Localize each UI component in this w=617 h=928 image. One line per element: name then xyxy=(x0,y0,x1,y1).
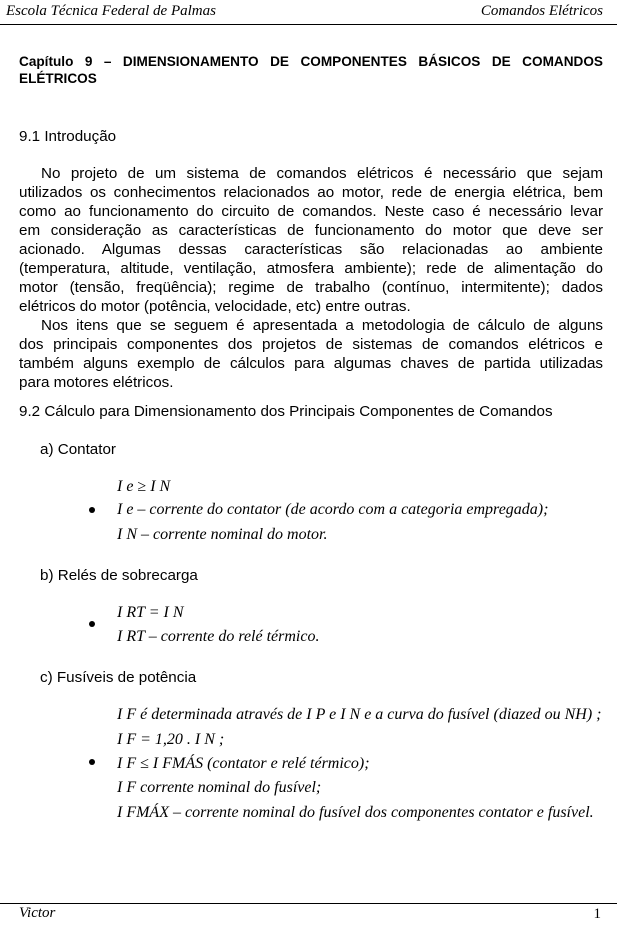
formula-fusivel-4: I F corrente nominal do fusível; xyxy=(117,779,322,796)
page-number: 1 xyxy=(593,906,601,922)
header-right: Comandos Elétricos xyxy=(480,3,603,19)
bullet-icon xyxy=(89,621,95,627)
text-line: elétricos do motor (potência, velocidade, etc) entre outras. xyxy=(19,298,411,315)
formula-contator-3: I N – corrente nominal do motor. xyxy=(117,526,328,543)
subsection-c-title: c) Fusíveis de potência xyxy=(40,669,197,686)
chapter-title-line2: ELÉTRICOS xyxy=(19,71,97,86)
text-line: dos principais componentes dos projetos de sistemas de comandos elétricos e xyxy=(19,336,603,353)
formula-rele-2: I RT – corrente do relé térmico. xyxy=(117,628,320,645)
text-line: motor (tensão, freqüência); regime de trabalho (contínuo, intermitente); dados xyxy=(19,279,603,296)
text-line: Nos itens que se seguem é apresentada a metodologia de cálculo de alguns xyxy=(41,317,603,334)
text-line: para motores elétricos. xyxy=(19,374,174,391)
formula-fusivel-2: I F = 1,20 . I N ; xyxy=(117,731,225,748)
header-left: Escola Técnica Federal de Palmas xyxy=(6,3,216,19)
footer-rule xyxy=(0,903,617,904)
bullet-icon xyxy=(89,759,95,765)
formula-fusivel-5: I FMÁX – corrente nominal do fusível dos componentes contator e fusível. xyxy=(117,804,594,821)
text-line: em consideração as características de funcionamento do motor que deve ser xyxy=(19,222,603,239)
intro-paragraph-2 xyxy=(19,316,603,392)
formula-contator-2: I e – corrente do contator (de acordo com a categoria empregada); xyxy=(117,501,549,518)
subsection-b-title: b) Relés de sobrecarga xyxy=(40,567,198,584)
chapter-title xyxy=(19,53,603,87)
chapter-title-line1: Capítulo 9 – DIMENSIONAMENTO DE COMPONENTES BÁSICOS DE COMANDOS xyxy=(19,54,603,69)
formula-fusivel-3: I F ≤ I FMÁS (contator e relé térmico); xyxy=(117,755,370,772)
footer-author: Victor xyxy=(19,905,56,921)
text-line: também alguns exemplo de cálculos para algumas chaves de partida utilizadas xyxy=(19,355,603,372)
text-line: No projeto de um sistema de comandos elétricos é necessário que sejam xyxy=(41,165,603,182)
section-heading-9-2: 9.2 Cálculo para Dimensionamento dos Principais Componentes de Comandos xyxy=(19,403,553,420)
formula-fusivel-1: I F é determinada através de I P e I N e a curva do fusível (diazed ou NH) ; xyxy=(117,706,602,723)
text-line: acionado. Algumas dessas características são relacionadas ao ambiente xyxy=(19,241,603,258)
text-line: (temperatura, altitude, ventilação, atmosfera ambiente); rede de alimentação do xyxy=(19,260,603,277)
text-line: como ao funcionamento do circuito de comandos. Neste caso é necessário levar xyxy=(19,203,603,220)
formula-rele-1: I RT = I N xyxy=(117,604,184,621)
header-rule xyxy=(0,24,617,25)
text-line: utilizados os conhecimentos relacionados ao motor, rede de energia elétrica, bem xyxy=(19,184,603,201)
formula-contator-1: I e ≥ I N xyxy=(117,478,171,495)
bullet-icon xyxy=(89,507,95,513)
subsection-a-title: a) Contator xyxy=(40,441,116,458)
section-heading-9-1: 9.1 Introdução xyxy=(19,128,117,145)
intro-paragraph-1 xyxy=(19,164,603,316)
